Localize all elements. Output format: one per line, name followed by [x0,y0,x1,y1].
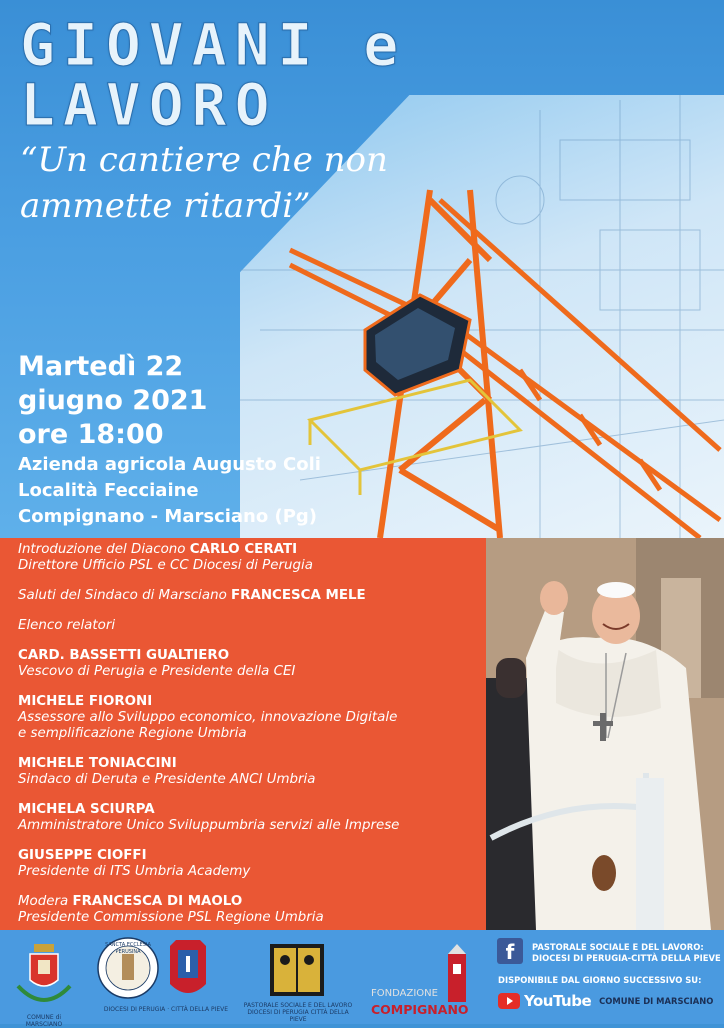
diocesi-logo [96,936,236,1020]
program-panel [0,538,486,930]
pastorale-emblem-icon [240,942,356,998]
speaker-item [18,756,486,788]
pope-photo [486,538,724,930]
subtitle-line-1: “Un cantiere che non [20,140,388,180]
intro-name: CARLO CERATI [189,542,298,557]
greeting-prefix: Saluti del Sindaco di Marsciano [18,588,232,603]
pope-figure-illustration [486,538,724,930]
speaker-role: Presidente di ITS Umbria Academy [18,864,251,879]
location-line-2: Località Fecciaine [18,480,199,501]
title-line-2: LAVORO [20,71,278,139]
moderator-name: FRANCESCA DI MAOLO [72,894,243,909]
event-location [18,452,321,530]
speaker-item [18,848,486,880]
greeting-name: FRANCESCA MELE [231,588,366,603]
comune-logo [8,936,80,1028]
speaker-name: MICHELE TONIACCINI [18,756,177,771]
event-date [18,350,207,452]
comune-crest-icon [8,936,80,1010]
title-line-1: GIOVANI e [20,11,407,79]
tower-icon [444,944,470,1002]
speaker-role: Amministratore Unico Sviluppumbria servizi alle Imprese [18,818,400,833]
intro-role: Direttore Ufficio PSL e CC Diocesi di Perugia [18,558,313,573]
pastorale-label-2: DIOCESI DI PERUGIA CITTÀ DELLA PIEVE [247,1009,349,1023]
speaker-name: MICHELE FIORONI [18,694,153,709]
date-line-2: giugno 2021 [18,385,208,416]
diocesi-label: DIOCESI DI PERUGIA · CITTÀ DELLA PIEVE [103,1006,229,1013]
comune-label: COMUNE di MARSCIANO [25,1014,63,1028]
speaker-role: Assessore allo Sviluppo economico, innovazione Digitale [18,710,398,725]
location-line-1: Azienda agricola Augusto Coli [18,454,321,475]
subtitle-line-2: ammette ritardi” [20,186,311,226]
location-line-3: Compignano - Marsciano (Pg) [18,506,318,527]
facebook-line-1: PASTORALE SOCIALE E DEL LAVORO: [532,942,704,952]
fondazione-line-1: FONDAZIONE [371,988,438,999]
intro-prefix: Introduzione del Diacono [18,542,190,557]
speaker-role: Sindaco di Deruta e Presidente ANCI Umbria [18,772,316,787]
pastorale-logo [240,942,356,1022]
moderator-block [18,894,486,926]
youtube-play-icon [498,993,520,1009]
speakers-heading: Elenco relatori [18,618,116,633]
available-text: DISPONIBILE DAL GIORNO SUCCESSIVO SU: [498,975,702,985]
diocesi-seal-text: SANCTA ECCLESIA PERUSINA [105,942,151,955]
speaker-role-continued: e semplificazione Regione Umbria [18,726,247,741]
moderator-prefix: Modera [18,894,73,909]
greeting-block [18,588,486,604]
youtube-channel-name: COMUNE DI MARSCIANO [599,996,714,1006]
facebook-line-2: DIOCESI DI PERUGIA-CITTÀ DELLA PIEVE [532,953,721,963]
moderator-role: Presidente Commissione PSL Regione Umbria [18,910,324,925]
event-time: ore 18:00 [18,419,164,450]
pastorale-label-1: PASTORALE SOCIALE E DEL LAVORO [243,1002,353,1009]
intro-block [18,542,486,574]
speaker-item [18,648,486,680]
speaker-item [18,802,486,834]
fondazione-line-2: COMPIGNANO [371,1002,469,1017]
speaker-name: GIUSEPPE CIOFFI [18,848,147,863]
speaker-name: CARD. BASSETTI GUALTIERO [18,648,230,663]
speaker-item [18,694,486,742]
youtube-link[interactable] [498,992,713,1010]
speaker-name: MICHELA SCIURPA [18,802,155,817]
youtube-wordmark: YouTube [524,992,592,1010]
facebook-page-name[interactable] [532,942,721,964]
speaker-role: Vescovo di Perugia e Presidente della CEI [18,664,296,679]
facebook-icon[interactable]: f [497,938,523,964]
date-line-1: Martedì 22 [18,351,184,382]
